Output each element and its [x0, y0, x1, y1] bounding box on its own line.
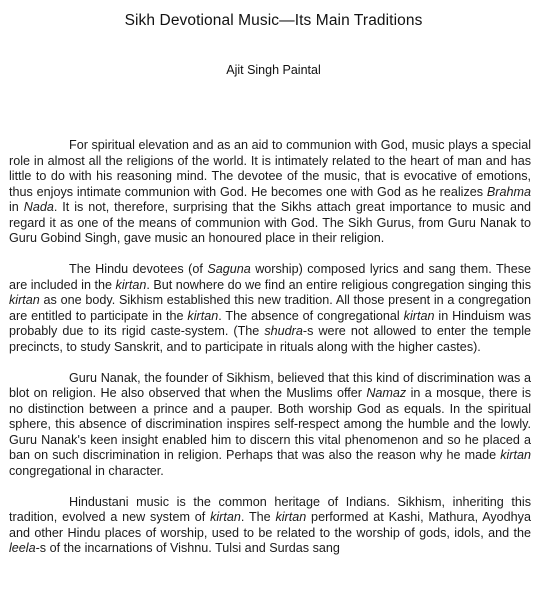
text-run: . But nowhere do we find an entire religious congregation singing this [146, 277, 532, 292]
italic-term: kirtan [9, 293, 40, 307]
paragraph-1 [9, 138, 531, 247]
italic-term: kirtan [500, 448, 531, 462]
italic-term: leela [9, 541, 36, 555]
text-run: -s of the incarnations of Vishnu. Tulsi and Surdas sang [35, 541, 340, 555]
italic-term: Nada [23, 200, 54, 214]
italic-term: shudra [264, 324, 303, 338]
italic-term: kirtan [210, 510, 241, 524]
italic-term: kirtan [187, 308, 219, 323]
italic-term: kirtan [115, 277, 147, 292]
text-run: Hindustani music is the common heritage of Indians. Sikhism, inheriting this tradition, evolved a new system of [9, 494, 531, 524]
paragraph-3 [9, 371, 531, 480]
italic-term: Saguna [207, 262, 251, 276]
text-run: in Hinduism was probably due to its rigid caste-system. (The [9, 308, 531, 338]
text-run: worship) composed lyrics and sang them. These are included in the [9, 262, 531, 292]
text-run: . The absence of congregational [218, 308, 404, 323]
text-run: -s were not allowed to enter the temple precincts, to study Sanskrit, and to participate in rituals along with the higher castes). [9, 324, 531, 354]
italic-term: kirtan [275, 510, 307, 524]
italic-term: Brahma [486, 184, 531, 199]
text-run: as one body. Sikhism established this new tradition. All those present in a congregation are entitled to participate in the [9, 293, 531, 323]
article-body [9, 138, 531, 572]
text-run: congregational in character. [9, 463, 164, 478]
text-run: in [9, 200, 24, 214]
text-run: Guru Nanak, the founder of Sikhism, believed that this kind of discrimination was a blot on religion. He also observed that when the Muslims offer [9, 370, 531, 400]
text-run: The Hindu devotees (of [69, 262, 208, 276]
text-run: . The [240, 510, 276, 524]
paragraph-2 [9, 262, 531, 355]
italic-term: Namaz [366, 386, 407, 400]
text-run: performed at Kashi, Mathura, Ayodhya and other Hindu places of worship, used to be related to the worship of gods, idols, and the [9, 510, 531, 540]
text-run: . It is not, therefore, surprising that the Sikhs attach great importance to music and regard it as one of the means of communion with God. The Sikh Gurus, from Guru Nanak to Guru Gobind Singh, gave music an honoured place in their religion. [9, 200, 531, 245]
italic-term: kirtan [403, 308, 435, 323]
paragraph-4 [9, 495, 531, 557]
text-run: in a mosque, there is no distinction between a prince and a pauper. Both worship God as equals. In the spiritual sphere, this absence of discrimination inspires self-respect among the humble and the lowly. Guru Nanak's keen insight enabled him to discern this vital phenomenon and so he placed a ban on such discrimination in religion. Perhaps that was also the reason why he made [9, 386, 532, 462]
text-run: For spiritual elevation and as an aid to communion with God, music plays a special role in almost all the religions of the world. It is intimately related to the heart of man and has little to do with his reasoning mind. The devotee of the music, that is evocative of emotions, thus enjoys intimate communion with God. He becomes one with God as he realizes [9, 138, 531, 199]
author-name: Ajit Singh Paintal [226, 63, 321, 77]
article-title: Sikh Devotional Music—Its Main Traditions [124, 12, 423, 29]
